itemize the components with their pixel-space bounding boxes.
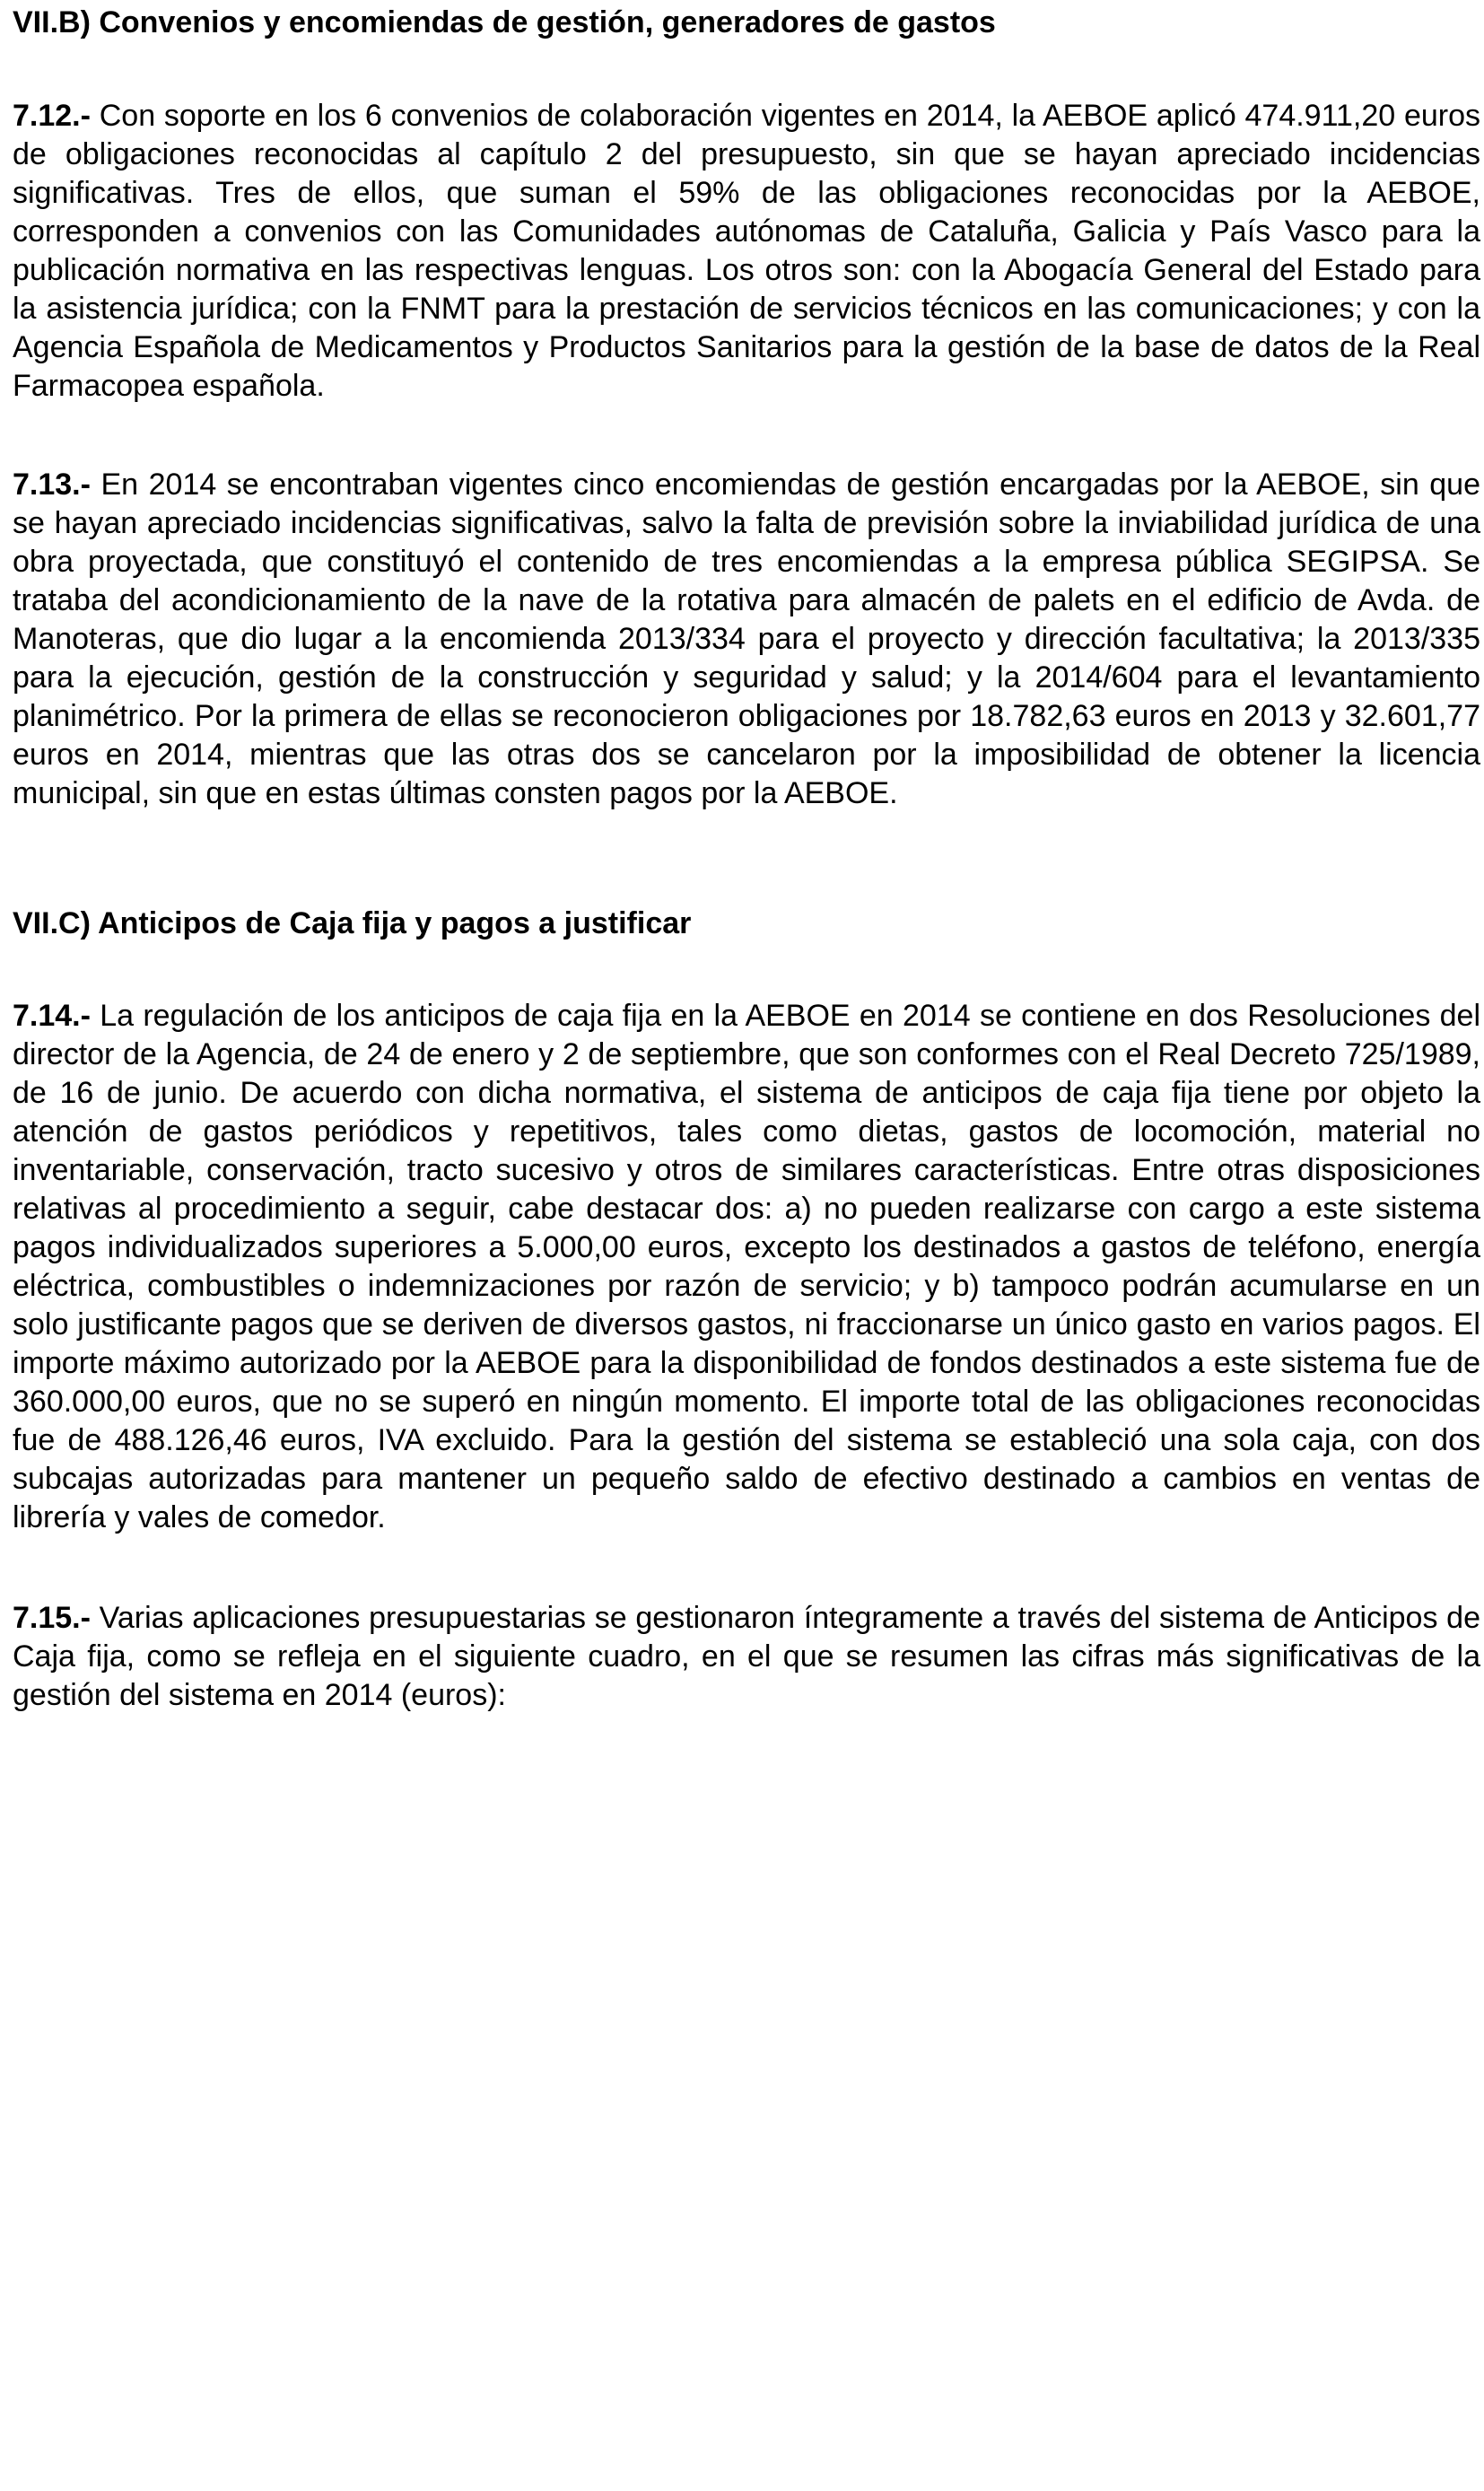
paragraph-number: 7.14.- [13,999,91,1033]
paragraph-7-14 [13,997,1480,1537]
section-heading-b: VII.B) Convenios y encomiendas de gestión, generadores de gastos [13,5,996,39]
paragraph-7-13 [13,466,1480,813]
section-heading-c: VII.C) Anticipos de Caja fija y pagos a justificar [13,906,692,940]
paragraph-text: En 2014 se encontraban vigentes cinco encomiendas de gestión encargadas por la AEBOE, sin que se hayan apreciado incidencias significativas, salvo la falta de previsión sobre la inviabilidad jurídica de una obra proyectada, que constituyó el contenido de tres encomiendas a la empresa pública SEGIPSA. Se trataba del acondicionamiento de la nave de la rotativa para almacén de palets en el edificio de Avda. de Manoteras, que dio lugar a la encomienda 2013/334 para el proyecto y dirección facultativa; la 2013/335 para la ejecución, gestión de la construcción y seguridad y salud; y la 2014/604 para el levantamiento planimétrico. Por la primera de ellas se reconocieron obligaciones por 18.782,63 euros en 2013 y 32.601,77 euros en 2014, mientras que las otras dos se cancelaron por la imposibilidad de obtener la licencia municipal, sin que en estas últimas consten pagos por la AEBOE. [13,468,1480,810]
paragraph-text: Varias aplicaciones presupuestarias se gestionaron íntegramente a través del sistema de Anticipos de Caja fija, como se refleja en el siguiente cuadro, en el que se resumen las cifras más significativas de la gestión del sistema en 2014 (euros): [13,1601,1480,1712]
paragraph-text: La regulación de los anticipos de caja fija en la AEBOE en 2014 se contiene en dos Resoluciones del director de la Agencia, de 24 de enero y 2 de septiembre, que son conformes con el Real Decreto 725/1989, de 16 de junio. De acuerdo con dicha normativa, el sistema de anticipos de caja fija tiene por objeto la atención de gastos periódicos y repetitivos, tales como dietas, gastos de locomoción, material no inventariable, conservación, tracto sucesivo y otros de similares características. Entre otras disposiciones relativas al procedimiento a seguir, cabe destacar dos: a) no pueden realizarse con cargo a este sistema pagos individualizados superiores a 5.000,00 euros, excepto los destinados a gastos de teléfono, energía eléctrica, combustibles o indemnizaciones por razón de servicio; y b) tampoco podrán acumularse en un solo justificante pagos que se deriven de diversos gastos, ni fraccionarse un único gasto en varios pagos. El importe máximo autorizado por la AEBOE para la disponibilidad de fondos destinados a este sistema fue de 360.000,00 euros, que no se superó en ningún momento. El importe total de las obligaciones reconocidas fue de 488.126,46 euros, IVA excluido. Para la gestión del sistema se estableció una sola caja, con dos subcajas autorizadas para mantener un pequeño saldo de efectivo destinado a cambios en ventas de librería y vales de comedor. [13,999,1480,1534]
paragraph-7-15 [13,1599,1480,1715]
paragraph-7-12 [13,97,1480,406]
paragraph-number: 7.15.- [13,1601,91,1635]
paragraph-number: 7.12.- [13,99,91,133]
paragraph-number: 7.13.- [13,468,91,502]
paragraph-text: Con soporte en los 6 convenios de colaboración vigentes en 2014, la AEBOE aplicó 474.911,20 euros de obligaciones reconocidas al capítulo 2 del presupuesto, sin que se hayan apreciado incidencias significativas. Tres de ellos, que suman el 59% de las obligaciones reconocidas por la AEBOE, corresponden a convenios con las Comunidades autónomas de Cataluña, Galicia y País Vasco para la publicación normativa en las respectivas lenguas. Los otros son: con la Abogacía General del Estado para la asistencia jurídica; con la FNMT para la prestación de servicios técnicos en las comunicaciones; y con la Agencia Española de Medicamentos y Productos Sanitarios para la gestión de la base de datos de la Real Farmacopea española. [13,99,1480,403]
